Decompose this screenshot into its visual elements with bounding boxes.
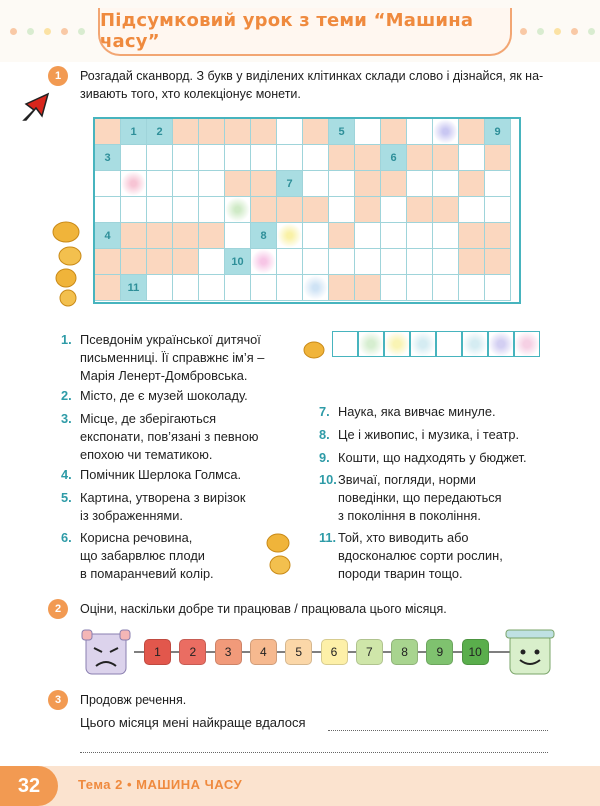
crossword-letter-cell[interactable] [147,145,173,171]
crossword-blocked-cell [95,119,121,145]
crossword-highlighted-cell[interactable] [433,119,459,145]
crossword-letter-cell[interactable] [355,119,381,145]
clue-text-line: Місто, де є музей шоколаду. [80,388,248,403]
clue-text-line: Псевдонім української дитячої [80,332,261,347]
coin-icon [302,340,326,360]
crossword-clue-number-cell: 9 [485,119,511,145]
clue-number: 8. [319,427,330,442]
rating-option-8[interactable]: 8 [391,639,418,665]
answer-strip-cell[interactable] [384,331,410,357]
clue-number: 9. [319,450,330,465]
task3-instruction: Продовж речення. [80,693,187,707]
crossword-highlighted-cell [303,275,329,301]
clue-item [61,466,242,484]
decor-dot [520,28,527,35]
clue-item [61,529,214,583]
crossword-letter-cell[interactable] [95,171,121,197]
decor-dot [61,28,68,35]
crossword-blocked-cell [251,119,277,145]
answer-strip-cell[interactable] [514,331,540,357]
crossword-clue-number-cell: 7 [277,171,303,197]
crossword-letter-cell[interactable] [225,275,251,301]
crossword-letter-cell[interactable] [225,145,251,171]
clue-text-line: Картина, утворена з вирізок [80,490,246,505]
decor-dot [537,28,544,35]
crossword-letter-cell[interactable] [225,223,251,249]
crossword-blocked-cell [147,249,173,275]
clue-text-line: Кошти, що надходять у бюджет. [338,450,527,465]
rating-option-5[interactable]: 5 [285,639,312,665]
crossword-letter-cell[interactable] [485,197,511,223]
crossword-blocked-cell [95,275,121,301]
crossword-letter-cell[interactable] [147,275,173,301]
crossword-letter-cell[interactable] [329,171,355,197]
clue-number: 6. [61,530,72,545]
crossword-blocked-cell [329,275,355,301]
clue-item [319,449,527,467]
rating-option-6[interactable]: 6 [321,639,348,665]
decor-dot [44,28,51,35]
answer-strip-cell[interactable] [462,331,488,357]
answer-line-1[interactable] [328,730,548,731]
crossword-blocked-cell [407,197,433,223]
clue-number: 2. [61,388,72,403]
crossword-letter-cell[interactable] [407,223,433,249]
crossword-letter-cell[interactable] [459,275,485,301]
crossword-letter-cell[interactable] [433,275,459,301]
clue-item [61,489,246,525]
clue-item [319,403,496,421]
clue-text-line: Корисна речовина, [80,530,193,545]
crossword-letter-cell[interactable] [199,249,225,275]
rating-option-2[interactable]: 2 [179,639,206,665]
clue-text-line: породи тварин тощо. [338,566,463,581]
clue-text-line: поведінки, що передаються [338,490,502,505]
task2-instruction: Оціни, наскільки добре ти працював / працювала цього місяця. [80,602,447,616]
answer-strip-cell[interactable] [488,331,514,357]
crossword-blocked-cell [329,145,355,171]
crossword-letter-cell[interactable] [199,275,225,301]
crossword-letter-cell[interactable] [407,275,433,301]
crossword-clue-number-cell: 2 [147,119,173,145]
crossword-letter-cell[interactable] [381,197,407,223]
clue-text-line: Звичаї, погляди, норми [338,472,476,487]
crossword-blocked-cell [355,275,381,301]
coins-icon [48,220,88,310]
crossword-clue-number-cell: 10 [225,249,251,275]
clue-text-line: в помаранчевий колір. [80,566,214,581]
sad-face-icon [80,628,132,678]
crossword-blocked-cell [199,119,225,145]
crossword-letter-cell[interactable] [199,145,225,171]
crossword-blocked-cell [485,145,511,171]
clue-number: 11. [319,530,337,545]
crossword-highlighted-cell [251,249,277,275]
crossword-clue-number-cell: 8 [251,223,277,249]
crossword-letter-cell[interactable] [277,275,303,301]
lesson-title-banner [98,8,512,56]
crossword-blocked-cell [459,223,485,249]
answer-strip-cell[interactable] [410,331,436,357]
clue-number: 1. [61,332,72,347]
crossword-blocked-cell [303,197,329,223]
crossword-blocked-cell [147,223,173,249]
crossword-letter-cell[interactable] [329,197,355,223]
crossword-letter-cell[interactable] [95,197,121,223]
crossword-blocked-cell [95,249,121,275]
crossword-blocked-cell [225,171,251,197]
answer-line-2[interactable] [80,752,548,753]
crossword-letter-cell[interactable] [303,223,329,249]
crossword-letter-cell[interactable] [485,171,511,197]
crossword-blocked-cell [173,249,199,275]
crossword-clue-number-cell: 1 [121,119,147,145]
crossword-blocked-cell [381,171,407,197]
crossword-blocked-cell [121,249,147,275]
crossword-blocked-cell [433,197,459,223]
crossword-blocked-cell [199,223,225,249]
crossword-letter-cell[interactable] [199,171,225,197]
clue-text-line: Марія Ленерт-Домбровська. [80,368,248,383]
clue-text-line: епохою чи тематикою. [80,447,213,462]
crossword-blocked-cell [355,171,381,197]
crossword-letter-cell[interactable] [433,171,459,197]
clue-item [319,471,502,525]
task-number-3: 3 [48,690,68,710]
clue-text-line: Місце, де зберігаються [80,411,217,426]
crossword-highlighted-cell[interactable] [121,171,147,197]
crossword-blocked-cell [485,223,511,249]
happy-face-icon [504,628,556,678]
crossword-blocked-cell [329,223,355,249]
clue-number: 7. [319,404,330,419]
clue-text-line: письменниці. Її справжнє ім’я – [80,350,265,365]
clue-item [61,410,259,464]
crossword-letter-cell[interactable] [251,275,277,301]
crossword-letter-cell[interactable] [277,145,303,171]
answer-strip-cell[interactable] [436,331,462,357]
crossword-letter-cell[interactable] [147,197,173,223]
clue-text-line: Наука, яка вивчає минуле. [338,404,496,419]
task3-sentence: Цього місяця мені найкраще вдалося [80,715,306,730]
pointer-arrow-icon [20,88,56,124]
crossword-blocked-cell [433,145,459,171]
crossword-letter-cell[interactable] [277,249,303,275]
clue-text-line: вдосконалює сорти рослин, [338,548,503,563]
crossword-blocked-cell [355,197,381,223]
crossword-letter-cell[interactable] [407,119,433,145]
clue-item [61,331,265,385]
crossword-letter-cell[interactable] [329,249,355,275]
crossword-blocked-cell [355,145,381,171]
crossword-grid [93,117,521,304]
crossword-blocked-cell [173,119,199,145]
clue-number: 4. [61,467,72,482]
crossword-letter-cell[interactable] [355,249,381,275]
crossword-letter-cell[interactable] [407,249,433,275]
crossword-letter-cell[interactable] [485,275,511,301]
task1-instruction-line2: зивають того, хто колекціонує монети. [80,87,301,101]
crossword-letter-cell[interactable] [381,223,407,249]
rating-option-4[interactable]: 4 [250,639,277,665]
crossword-blocked-cell [381,119,407,145]
crossword-blocked-cell [225,119,251,145]
crossword-blocked-cell [459,171,485,197]
crossword-clue-number-cell: 3 [95,145,121,171]
clue-text-line: експонати, пов’язані з певною [80,429,259,444]
crossword-blocked-cell [277,197,303,223]
clue-text-line: з покоління в покоління. [338,508,481,523]
page-number: 32 [0,766,58,806]
answer-strip-cell[interactable] [332,331,358,357]
crossword-letter-cell[interactable] [173,197,199,223]
crossword-letter-cell[interactable] [381,249,407,275]
clue-text-line: Це і живопис, і музика, і театр. [338,427,520,442]
crossword-blocked-cell [459,249,485,275]
clue-text-line: що забарвлює плоди [80,548,205,563]
crossword-blocked-cell [173,223,199,249]
crossword-letter-cell[interactable] [381,275,407,301]
crossword-highlighted-cell [225,197,251,223]
crossword-letter-cell[interactable] [303,171,329,197]
clue-number: 3. [61,411,72,426]
crossword-letter-cell[interactable] [173,275,199,301]
clue-number: 5. [61,490,72,505]
decor-dot [10,28,17,35]
crossword-clue-number-cell: 5 [329,119,355,145]
footer-topic: Тема 2 • МАШИНА ЧАСУ [78,777,243,792]
crossword-letter-cell[interactable] [147,171,173,197]
crossword-clue-number-cell: 6 [381,145,407,171]
crossword-blocked-cell [251,171,277,197]
crossword-letter-cell[interactable] [121,145,147,171]
crossword-blocked-cell [251,197,277,223]
crossword-letter-cell[interactable] [407,171,433,197]
rating-option-1[interactable]: 1 [144,639,171,665]
crossword-blocked-cell [303,119,329,145]
crossword-letter-cell[interactable] [277,119,303,145]
clue-text-line: Той, хто виводить або [338,530,469,545]
rating-option-10[interactable]: 10 [462,639,489,665]
crossword-blocked-cell [407,145,433,171]
clue-text-line: із зображеннями. [80,508,183,523]
task-number-2: 2 [48,599,68,619]
crossword-letter-cell[interactable] [459,197,485,223]
crossword-letter-cell[interactable] [121,197,147,223]
decor-dot [78,28,85,35]
crossword-letter-cell[interactable] [303,145,329,171]
task1-instruction-line1: Розгадай сканворд. З букв у виділених клітинках склади слово і дізнайся, як на- [80,69,544,83]
decor-dot [27,28,34,35]
crossword-letter-cell[interactable] [173,145,199,171]
decor-dot [571,28,578,35]
crossword-highlighted-cell[interactable] [277,223,303,249]
crossword-blocked-cell [485,249,511,275]
clue-item [319,529,503,583]
crossword-blocked-cell [121,223,147,249]
clue-number: 10. [319,472,337,487]
crossword-blocked-cell [459,119,485,145]
answer-strip-cell[interactable] [358,331,384,357]
decor-dot [588,28,595,35]
clue-item [61,387,248,405]
clue-text-line: Помічник Шерлока Голмса. [80,467,242,482]
decor-dot [554,28,561,35]
crossword-letter-cell[interactable] [355,223,381,249]
crossword-letter-cell[interactable] [199,197,225,223]
rating-option-3[interactable]: 3 [215,639,242,665]
crossword-letter-cell[interactable] [433,249,459,275]
coins-icon [264,532,294,578]
crossword-letter-cell[interactable] [173,171,199,197]
task-number-1: 1 [48,66,68,86]
rating-option-7[interactable]: 7 [356,639,383,665]
crossword-letter-cell[interactable] [251,145,277,171]
lesson-title: Підсумковий урок з теми “Машина часу” [100,10,474,52]
crossword-clue-number-cell: 4 [95,223,121,249]
clue-item [319,426,520,444]
crossword-letter-cell[interactable] [433,223,459,249]
crossword-letter-cell[interactable] [459,145,485,171]
rating-option-9[interactable]: 9 [426,639,453,665]
crossword-letter-cell[interactable] [303,249,329,275]
crossword-clue-number-cell: 11 [121,275,147,301]
